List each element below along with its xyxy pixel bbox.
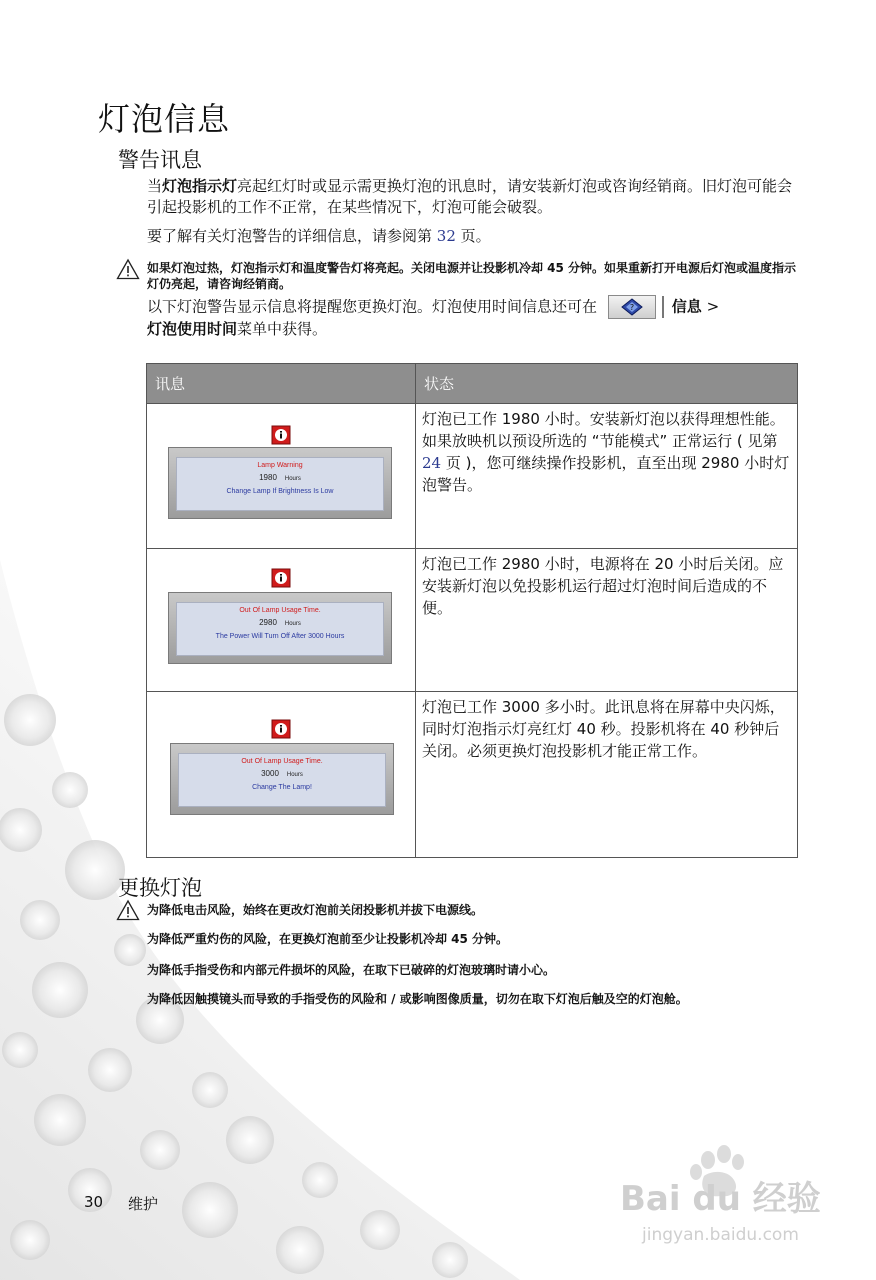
message-cell: [147, 404, 416, 549]
info-icon: [271, 425, 291, 445]
osd-hours: 1980: [259, 473, 277, 482]
section-heading-warning: 警告讯息: [118, 148, 202, 172]
lamp-warning-table: [146, 363, 798, 858]
caution-text-overheat: 如果灯泡过热，灯泡指示灯和温度警告灯将亮起。关闭电源并让投影机冷却 45 分钟。如果重新打开电源后灯泡或温度指示灯仍亮起，请咨询经销商。: [147, 261, 797, 291]
footer-section-name: 维护: [128, 1195, 159, 1213]
message-cell: [147, 692, 416, 858]
info-icon: [271, 719, 291, 739]
warning-paragraph-2: 要了解有关灯泡警告的详细信息，请参阅第 32 页。: [147, 227, 491, 245]
column-header-status: 状态: [416, 364, 798, 404]
osd-title: Out Of Lamp Usage Time.: [239, 607, 321, 614]
section-heading-replace: 更换灯泡: [118, 876, 202, 900]
caution-text-burn: 为降低严重灼伤的风险，在更换灯泡前至少让投影机冷却 45 分钟。: [147, 932, 509, 946]
osd-title: Out Of Lamp Usage Time.: [241, 758, 323, 765]
information-menu-icon: [621, 298, 643, 316]
menu-separator: [662, 296, 664, 318]
warning-triangle-icon: [116, 899, 140, 921]
osd-hours-unit: Hours: [284, 621, 301, 627]
osd-title: Lamp Warning: [257, 462, 303, 469]
osd-hours-unit: Hours: [284, 476, 301, 482]
watermark-url: jingyan.baidu.com: [642, 1225, 799, 1245]
osd-instruction: The Power Will Turn Off After 3000 Hours: [215, 633, 345, 640]
osd-hours-unit: Hours: [286, 772, 303, 778]
table-row: [147, 549, 798, 692]
warning-paragraph-1: 当灯泡指示灯亮起红灯时或显示需更换灯泡的讯息时，请安装新灯泡或咨询经销商。旧灯泡可能会引起投影机的工作不正常，在某些情况下，灯泡可能会破裂。: [147, 177, 793, 216]
warning-paragraph-3: 以下灯泡警告显示信息将提醒您更换灯泡。灯泡使用时间信息还可在 ? 信息 > 灯泡使用时间菜单中获得。: [147, 295, 797, 340]
osd-instruction: Change Lamp If Brightness Is Low: [226, 488, 334, 495]
baidu-watermark-logo: [612, 1140, 842, 1250]
status-cell: 灯泡已工作 2980 小时，电源将在 20 小时后关闭。应安装新灯泡以免投影机运行超过灯泡时间后造成的不便。: [416, 549, 798, 692]
page-number: 30: [84, 1193, 104, 1211]
caution-text-shock: 为降低电击风险，始终在更改灯泡前关闭投影机并拔下电源线。: [147, 903, 484, 917]
status-cell: 灯泡已工作 3000 多小时。此讯息将在屏幕中央闪烁，同时灯泡指示灯亮红灯 40 秒。投影机将在 40 秒钟后关闭。必须更换灯泡投影机才能正常工作。: [416, 692, 798, 858]
caution-text-lens: 为降低因触摸镜头而导致的手指受伤的风险和 / 或影响图像质量，切勿在取下灯泡后触及空的灯泡舱。: [147, 992, 688, 1006]
info-icon: [271, 568, 291, 588]
osd-hours: 3000: [261, 769, 279, 778]
warning-triangle-icon: [116, 258, 140, 280]
svg-text:?: ?: [629, 303, 634, 312]
information-menu-button[interactable]: [608, 295, 656, 319]
table-row: [147, 404, 798, 549]
osd-instruction: Change The Lamp!: [252, 784, 312, 791]
osd-message-box: [168, 592, 392, 664]
osd-message-box: [170, 743, 394, 815]
table-row: [147, 692, 798, 858]
page-title: 灯泡信息: [98, 100, 231, 138]
caution-text-glass: 为降低手指受伤和内部元件损坏的风险，在取下已破碎的灯泡玻璃时请小心。: [147, 963, 556, 977]
watermark-brand: Bai du 经验: [620, 1179, 821, 1219]
message-cell: [147, 549, 416, 692]
page-reference-link[interactable]: 24: [422, 454, 442, 472]
osd-message-box: [168, 447, 392, 519]
column-header-message: 讯息: [147, 364, 416, 404]
status-cell: 灯泡已工作 1980 小时。安装新灯泡以获得理想性能。如果放映机以预设所选的 “节能模式” 正常运行 ( 见第 24 页 )，您可继续操作投影机，直至出现 2980 小时灯泡警告。: [416, 404, 798, 549]
osd-hours: 2980: [259, 618, 277, 627]
page-reference-link[interactable]: 32: [436, 227, 456, 245]
